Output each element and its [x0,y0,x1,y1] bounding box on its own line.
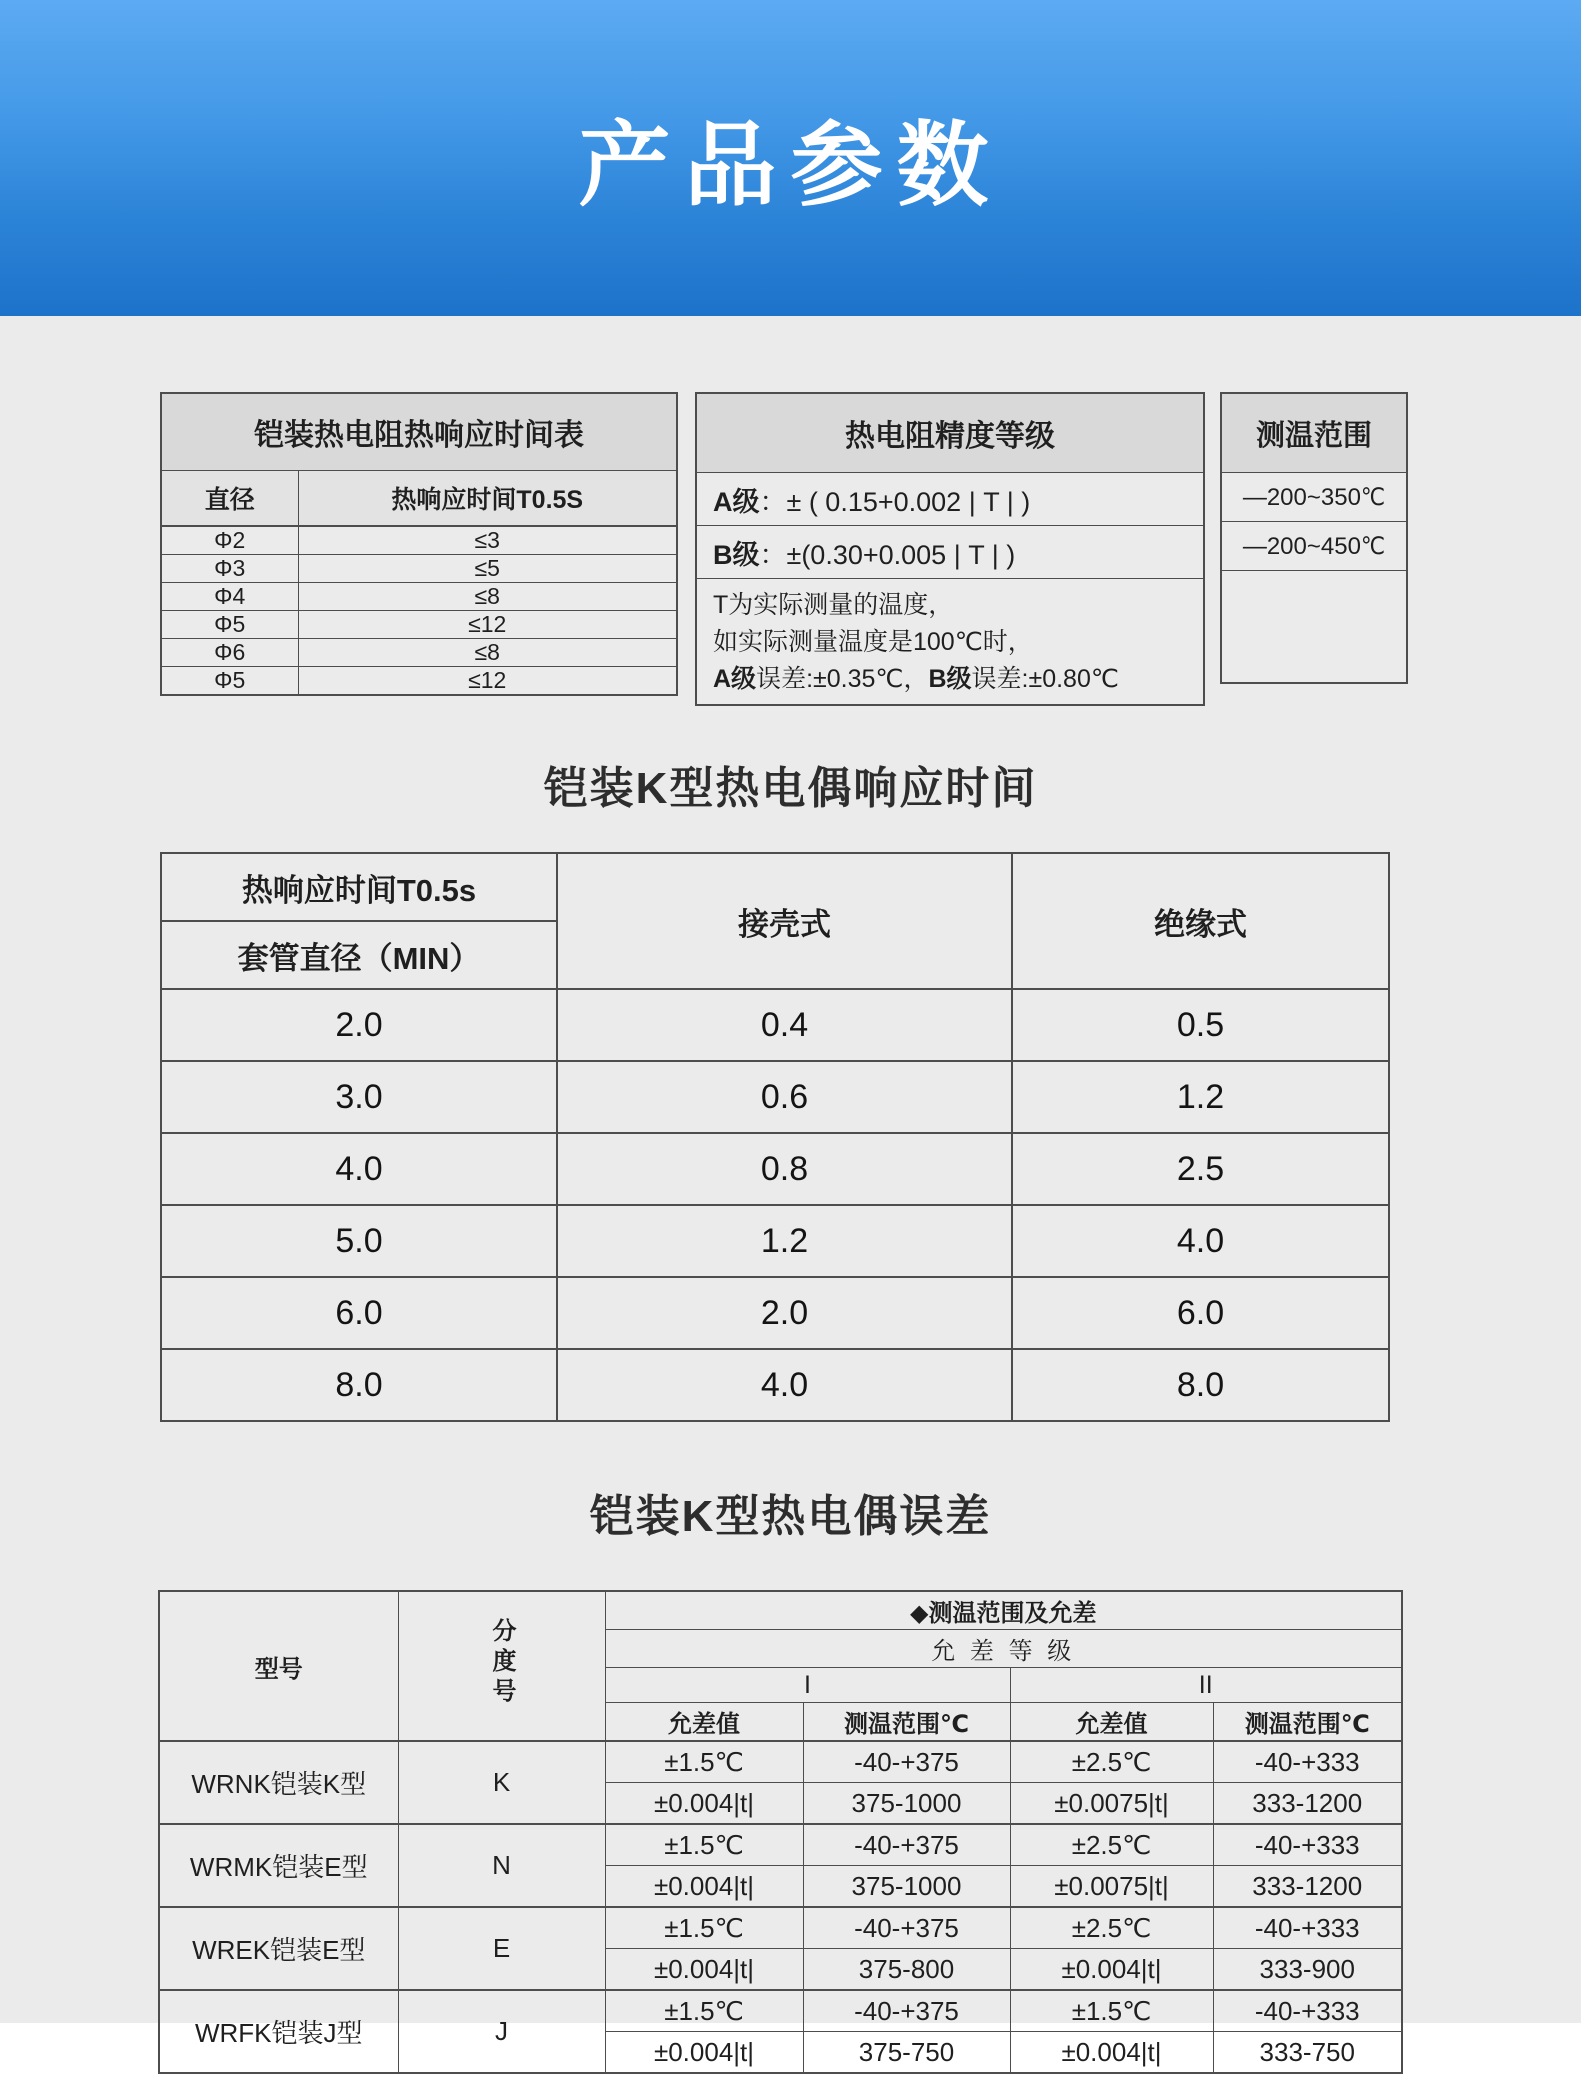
cell-response-time: ≤8 [298,583,677,611]
cell-tolerance: ±0.0075|t| [1010,1783,1213,1825]
cell-range: 333-1200 [1213,1866,1402,1908]
header-grade-ii: II [1010,1668,1402,1703]
table-header-row [161,853,1389,921]
cell-model: WRMK铠装E型 [159,1824,398,1907]
table-row [161,1133,1389,1205]
cell-model: WRFK铠装J型 [159,1990,398,2073]
cell-shell: 4.0 [557,1349,1012,1421]
cell-tolerance: ±1.5℃ [605,1824,803,1866]
rtd-accuracy-table-title: 热电阻精度等级 [696,393,1204,473]
grade-b-cell [696,526,1204,579]
cell-diameter: Φ3 [161,555,298,583]
cell-range: -40-+375 [803,1990,1010,2032]
grade-b-value: ：±(0.30+0.005 | T | ) [759,539,1016,570]
grade-a-cell [696,473,1204,526]
cell-tolerance: ±1.5℃ [605,1741,803,1783]
k-error-table [158,1590,1403,2074]
table-header-row [161,471,677,527]
rtd-response-time-table [160,392,678,696]
empty-cell [1221,571,1407,684]
cell-response-time: ≤3 [298,526,677,555]
header-tolerance-grade: 允 差 等 级 [605,1630,1402,1668]
table-row [159,1824,1402,1866]
table-row [161,1349,1389,1421]
rtd-response-table-title: 铠装热电阻热响应时间表 [161,393,677,471]
cell-diameter: 5.0 [161,1205,557,1277]
cell-response-time: ≤8 [298,639,677,667]
cell-diameter: Φ5 [161,667,298,696]
cell-tolerance: ±0.004|t| [605,2032,803,2074]
cell-insulated: 0.5 [1012,989,1389,1061]
cell-range: 333-750 [1213,2032,1402,2074]
cell-diameter: 2.0 [161,989,557,1061]
table-title-row [161,393,677,471]
table-row [161,1277,1389,1349]
cell-diameter: 4.0 [161,1133,557,1205]
note-b-label: B级 [928,665,972,693]
table-row [161,611,677,639]
header-shell-type: 接壳式 [557,853,1012,989]
cell-diameter: 8.0 [161,1349,557,1421]
section-title-k-response: 铠装K型热电偶响应时间 [543,764,1038,813]
cell-shell: 2.0 [557,1277,1012,1349]
cell-range: 375-1000 [803,1866,1010,1908]
note-line-3 [713,661,1187,698]
header-graduation [398,1591,605,1741]
table-row [161,583,677,611]
cell-graduation: N [398,1824,605,1907]
cell-tolerance: ±0.004|t| [1010,1949,1213,1991]
cell-insulated: 4.0 [1012,1205,1389,1277]
grade-b-label: B级 [713,539,760,570]
note-row [696,579,1204,706]
header-temp-range: 测温范围℃ [1213,1703,1402,1742]
cell-response-time: ≤5 [298,555,677,583]
table-row [161,1061,1389,1133]
cell-insulated: 6.0 [1012,1277,1389,1349]
note-a-value: 误差:±0.35℃， [756,665,929,693]
cell-insulated: 2.5 [1012,1133,1389,1205]
temp-range-table-title: 测温范围 [1221,393,1407,473]
cell-response-time: ≤12 [298,667,677,696]
cell-range: -40-+333 [1213,1741,1402,1783]
cell-graduation: J [398,1990,605,2073]
page-title: 产品参数 [578,115,1003,217]
cell-range: -40-+333 [1213,1990,1402,2032]
table-row [159,1741,1402,1783]
note-b-value: 误差:±0.80℃ [971,665,1119,693]
table-row [1221,571,1407,684]
header-graduation-label: 分度号 [488,1617,515,1708]
header-range-and-tolerance: ◆测温范围及允差 [605,1591,1402,1630]
grade-a-row [696,473,1204,526]
cell-range: 333-1200 [1213,1783,1402,1825]
grade-a-value: ：± ( 0.15+0.002 | T | ) [759,486,1031,517]
cell-tolerance: ±0.004|t| [605,1866,803,1908]
table-row [1221,473,1407,522]
header-tolerance-value: 允差值 [605,1703,803,1742]
cell-tolerance: ±2.5℃ [1010,1824,1213,1866]
header-temp-range: 测温范围℃ [803,1703,1010,1742]
cell-model: WREK铠装E型 [159,1907,398,1990]
cell-diameter: Φ5 [161,611,298,639]
table-row [161,989,1389,1061]
cell-diameter: Φ6 [161,639,298,667]
cell-range: -40-+375 [803,1824,1010,1866]
temp-range-table [1220,392,1408,684]
note-line-1: T为实际测量的温度， [713,591,954,619]
cell-diameter: Φ4 [161,583,298,611]
cell-diameter: Φ2 [161,526,298,555]
table-header-row [159,1591,1402,1630]
cell-diameter: 6.0 [161,1277,557,1349]
table-row [159,1990,1402,2032]
note-line-2: 如实际测量温度是100℃时， [713,628,1033,656]
header-insulated-type: 绝缘式 [1012,853,1389,989]
cell-shell: 1.2 [557,1205,1012,1277]
column-header-response-time: 热响应时间T0.5S [298,471,677,527]
k-response-table [160,852,1390,1422]
cell-range: -40-+375 [803,1741,1010,1783]
cell-tolerance: ±1.5℃ [605,1990,803,2032]
table-title-row [1221,393,1407,473]
cell-tolerance: ±2.5℃ [1010,1907,1213,1949]
cell-diameter: 3.0 [161,1061,557,1133]
header-response-time: 热响应时间T0.5s [161,853,557,921]
table-row [161,639,677,667]
cell-tolerance: ±0.0075|t| [1010,1866,1213,1908]
cell-graduation: K [398,1741,605,1824]
column-header-diameter: 直径 [161,471,298,527]
cell-range: 375-750 [803,2032,1010,2074]
cell-range: 333-900 [1213,1949,1402,1991]
cell-graduation: E [398,1907,605,1990]
grade-b-row [696,526,1204,579]
header-grade-i: I [605,1668,1010,1703]
cell-range: 375-1000 [803,1783,1010,1825]
table-row [161,667,677,696]
cell-tolerance: ±0.004|t| [605,1949,803,1991]
table-row [161,526,677,555]
note-cell [696,579,1204,706]
cell-range: -40-+375 [803,1907,1010,1949]
cell-range: 375-800 [803,1949,1010,1991]
header-tolerance-value: 允差值 [1010,1703,1213,1742]
cell-tolerance: ±0.004|t| [605,1783,803,1825]
header-model: 型号 [159,1591,398,1741]
cell-range: -40-+333 [1213,1907,1402,1949]
cell-insulated: 8.0 [1012,1349,1389,1421]
cell-shell: 0.6 [557,1061,1012,1133]
cell-shell: 0.8 [557,1133,1012,1205]
cell-tolerance: ±1.5℃ [1010,1990,1213,2032]
table-row [161,1205,1389,1277]
banner [0,0,1581,316]
cell-model: WRNK铠装K型 [159,1741,398,1824]
table-row [159,1907,1402,1949]
section-title-k-error: 铠装K型热电偶误差 [589,1492,992,1541]
cell-shell: 0.4 [557,989,1012,1061]
table-row [161,555,677,583]
cell-temp-range: —200~350℃ [1221,473,1407,522]
note-a-label: A级 [713,665,757,693]
header-sheath-diameter: 套管直径（MIN） [161,921,557,989]
cell-tolerance: ±0.004|t| [1010,2032,1213,2074]
cell-insulated: 1.2 [1012,1061,1389,1133]
cell-range: -40-+333 [1213,1824,1402,1866]
cell-tolerance: ±1.5℃ [605,1907,803,1949]
table-title-row [696,393,1204,473]
cell-tolerance: ±2.5℃ [1010,1741,1213,1783]
grade-a-label: A级 [713,486,760,517]
rtd-accuracy-table [695,392,1205,706]
cell-response-time: ≤12 [298,611,677,639]
table-row [1221,522,1407,571]
cell-temp-range: —200~450℃ [1221,522,1407,571]
